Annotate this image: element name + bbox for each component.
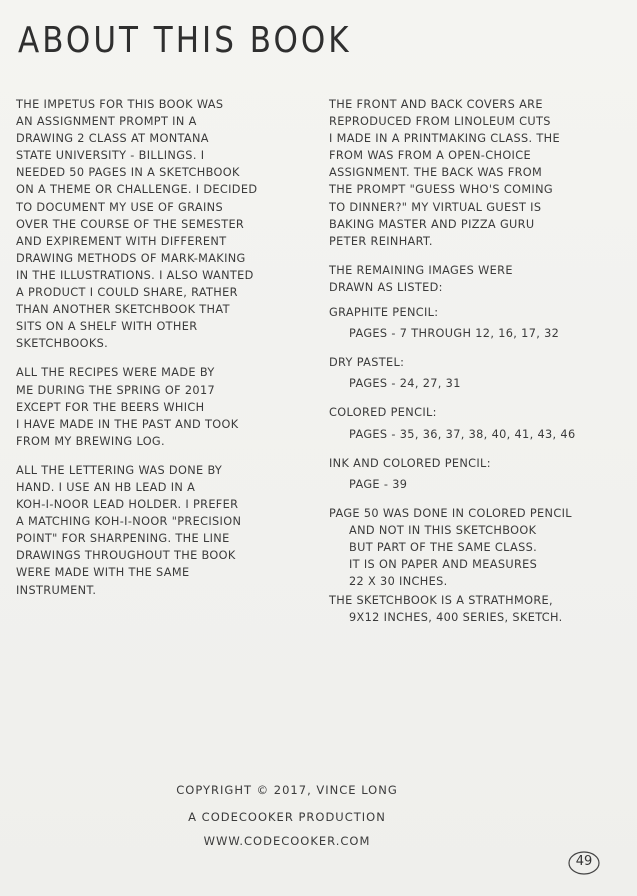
text-line: INSTRUMENT. (16, 583, 97, 597)
website-link: WWW.CODECOOKER.COM (203, 834, 371, 848)
page-number-text: 49 (575, 854, 593, 869)
text-line: SKETCHBOOKS. (16, 337, 109, 351)
text-line: AND EXPIREMENT WITH DIFFERENT (16, 234, 227, 248)
text-line: DRAWING 2 CLASS AT MONTANA (16, 132, 209, 146)
text-line: PETER REINHART. (329, 234, 433, 248)
text-line: A PRODUCT I COULD SHARE, RATHER (16, 286, 238, 300)
text-line: THE IMPETUS FOR THIS BOOK WAS (16, 98, 224, 111)
page-number (567, 850, 601, 874)
text-line: KOH-I-NOOR LEAD HOLDER. I PREFER (16, 498, 239, 512)
paragraph-impetus (16, 96, 308, 352)
paragraph-covers (329, 96, 629, 250)
text-line: IN THE ILLUSTRATIONS. I ALSO WANTED (16, 268, 254, 282)
text-line: SITS ON A SHELF WITH OTHER (16, 320, 198, 334)
text-line: 9X12 INCHES, 400 SERIES, SKETCH. (349, 611, 563, 625)
text-line: BUT PART OF THE SAME CLASS. (349, 540, 538, 554)
text-line: BAKING MASTER AND PIZZA GURU (329, 217, 535, 231)
page-title: ABOUT THIS BOOK (18, 20, 352, 62)
paragraph-sketchbook (329, 592, 629, 626)
text-line: I MADE IN A PRINTMAKING CLASS. THE (329, 132, 560, 146)
text-line: OVER THE COURSE OF THE SEMESTER (16, 217, 245, 231)
text-line: AN ASSIGNMENT PROMPT IN A (16, 115, 197, 129)
text-line: A MATCHING KOH-I-NOOR "PRECISION (16, 515, 242, 529)
text-line: 22 X 30 INCHES. (349, 575, 448, 589)
text-line: REPRODUCED FROM LINOLEUM CUTS (329, 115, 551, 129)
right-column (329, 96, 629, 638)
text-line: I HAVE MADE IN THE PAST AND TOOK (16, 417, 239, 431)
text-line: NEEDED 50 PAGES IN A SKETCHBOOK (16, 166, 240, 180)
paragraph-remaining-images (329, 262, 629, 296)
media-list (329, 304, 629, 493)
text-line: IT IS ON PAPER AND MEASURES (349, 558, 538, 572)
text-line: TO DOCUMENT MY USE OF GRAINS (16, 200, 223, 214)
text-line: WERE MADE WITH THE SAME (16, 566, 190, 580)
text-line: STATE UNIVERSITY - BILLINGS. I (16, 149, 205, 163)
paragraph-recipes (16, 364, 308, 449)
text-line: DRAWINGS THROUGHOUT THE BOOK (16, 549, 236, 563)
text-line: ASSIGNMENT. THE BACK WAS FROM (329, 166, 543, 180)
text-line: FROM WAS FROM A OPEN-CHOICE (329, 149, 531, 163)
text-line: HAND. I USE AN HB LEAD IN A (16, 480, 196, 494)
production-line: A CODECOOKER PRODUCTION (188, 810, 386, 824)
text-line: ON A THEME OR CHALLENGE. I DECIDED (16, 183, 258, 197)
text-line: THE SKETCHBOOK IS A STRATHMORE, (329, 594, 553, 608)
text-line: DRAWING METHODS OF MARK-MAKING (16, 251, 246, 265)
text-line: PAGE 50 WAS DONE IN COLORED PENCIL (329, 506, 572, 520)
text-line: EXCEPT FOR THE BEERS WHICH (16, 400, 205, 414)
media-pages: PAGE - 39 (349, 477, 408, 491)
footer (0, 783, 574, 797)
text-line: AND NOT IN THIS SKETCHBOOK (349, 523, 537, 537)
paragraph-lettering (16, 462, 308, 599)
media-pages: PAGES - 7 THROUGH 12, 16, 17, 32 (349, 327, 560, 341)
text-line: THAN ANOTHER SKETCHBOOK THAT (16, 303, 230, 317)
text-line: TO DINNER?" MY VIRTUAL GUEST IS (329, 200, 542, 214)
text-line: THE FRONT AND BACK COVERS ARE (329, 98, 543, 111)
media-name: DRY PASTEL: (329, 356, 405, 370)
text-line: ALL THE RECIPES WERE MADE BY (16, 366, 215, 380)
text-line: FROM MY BREWING LOG. (16, 434, 165, 448)
media-pages: PAGES - 35, 36, 37, 38, 40, 41, 43, 46 (349, 427, 576, 441)
text-line: THE PROMPT "GUESS WHO'S COMING (329, 183, 554, 197)
media-name: INK AND COLORED PENCIL: (329, 456, 491, 470)
media-name: COLORED PENCIL: (329, 406, 437, 420)
media-pages: PAGES - 24, 27, 31 (349, 377, 461, 391)
media-name: GRAPHITE PENCIL: (329, 306, 439, 320)
copyright-line: COPYRIGHT © 2017, VINCE LONG (176, 783, 398, 797)
text-line: POINT" FOR SHARPENING. THE LINE (16, 532, 230, 546)
text-line: THE REMAINING IMAGES WERE (329, 263, 513, 277)
footer-production (0, 810, 574, 824)
text-line: ME DURING THE SPRING OF 2017 (16, 383, 216, 397)
left-column (16, 96, 308, 611)
paragraph-page-50 (329, 505, 629, 590)
footer-url (0, 834, 574, 848)
text-line: ALL THE LETTERING WAS DONE BY (16, 463, 223, 477)
text-line: DRAWN AS LISTED: (329, 280, 443, 294)
